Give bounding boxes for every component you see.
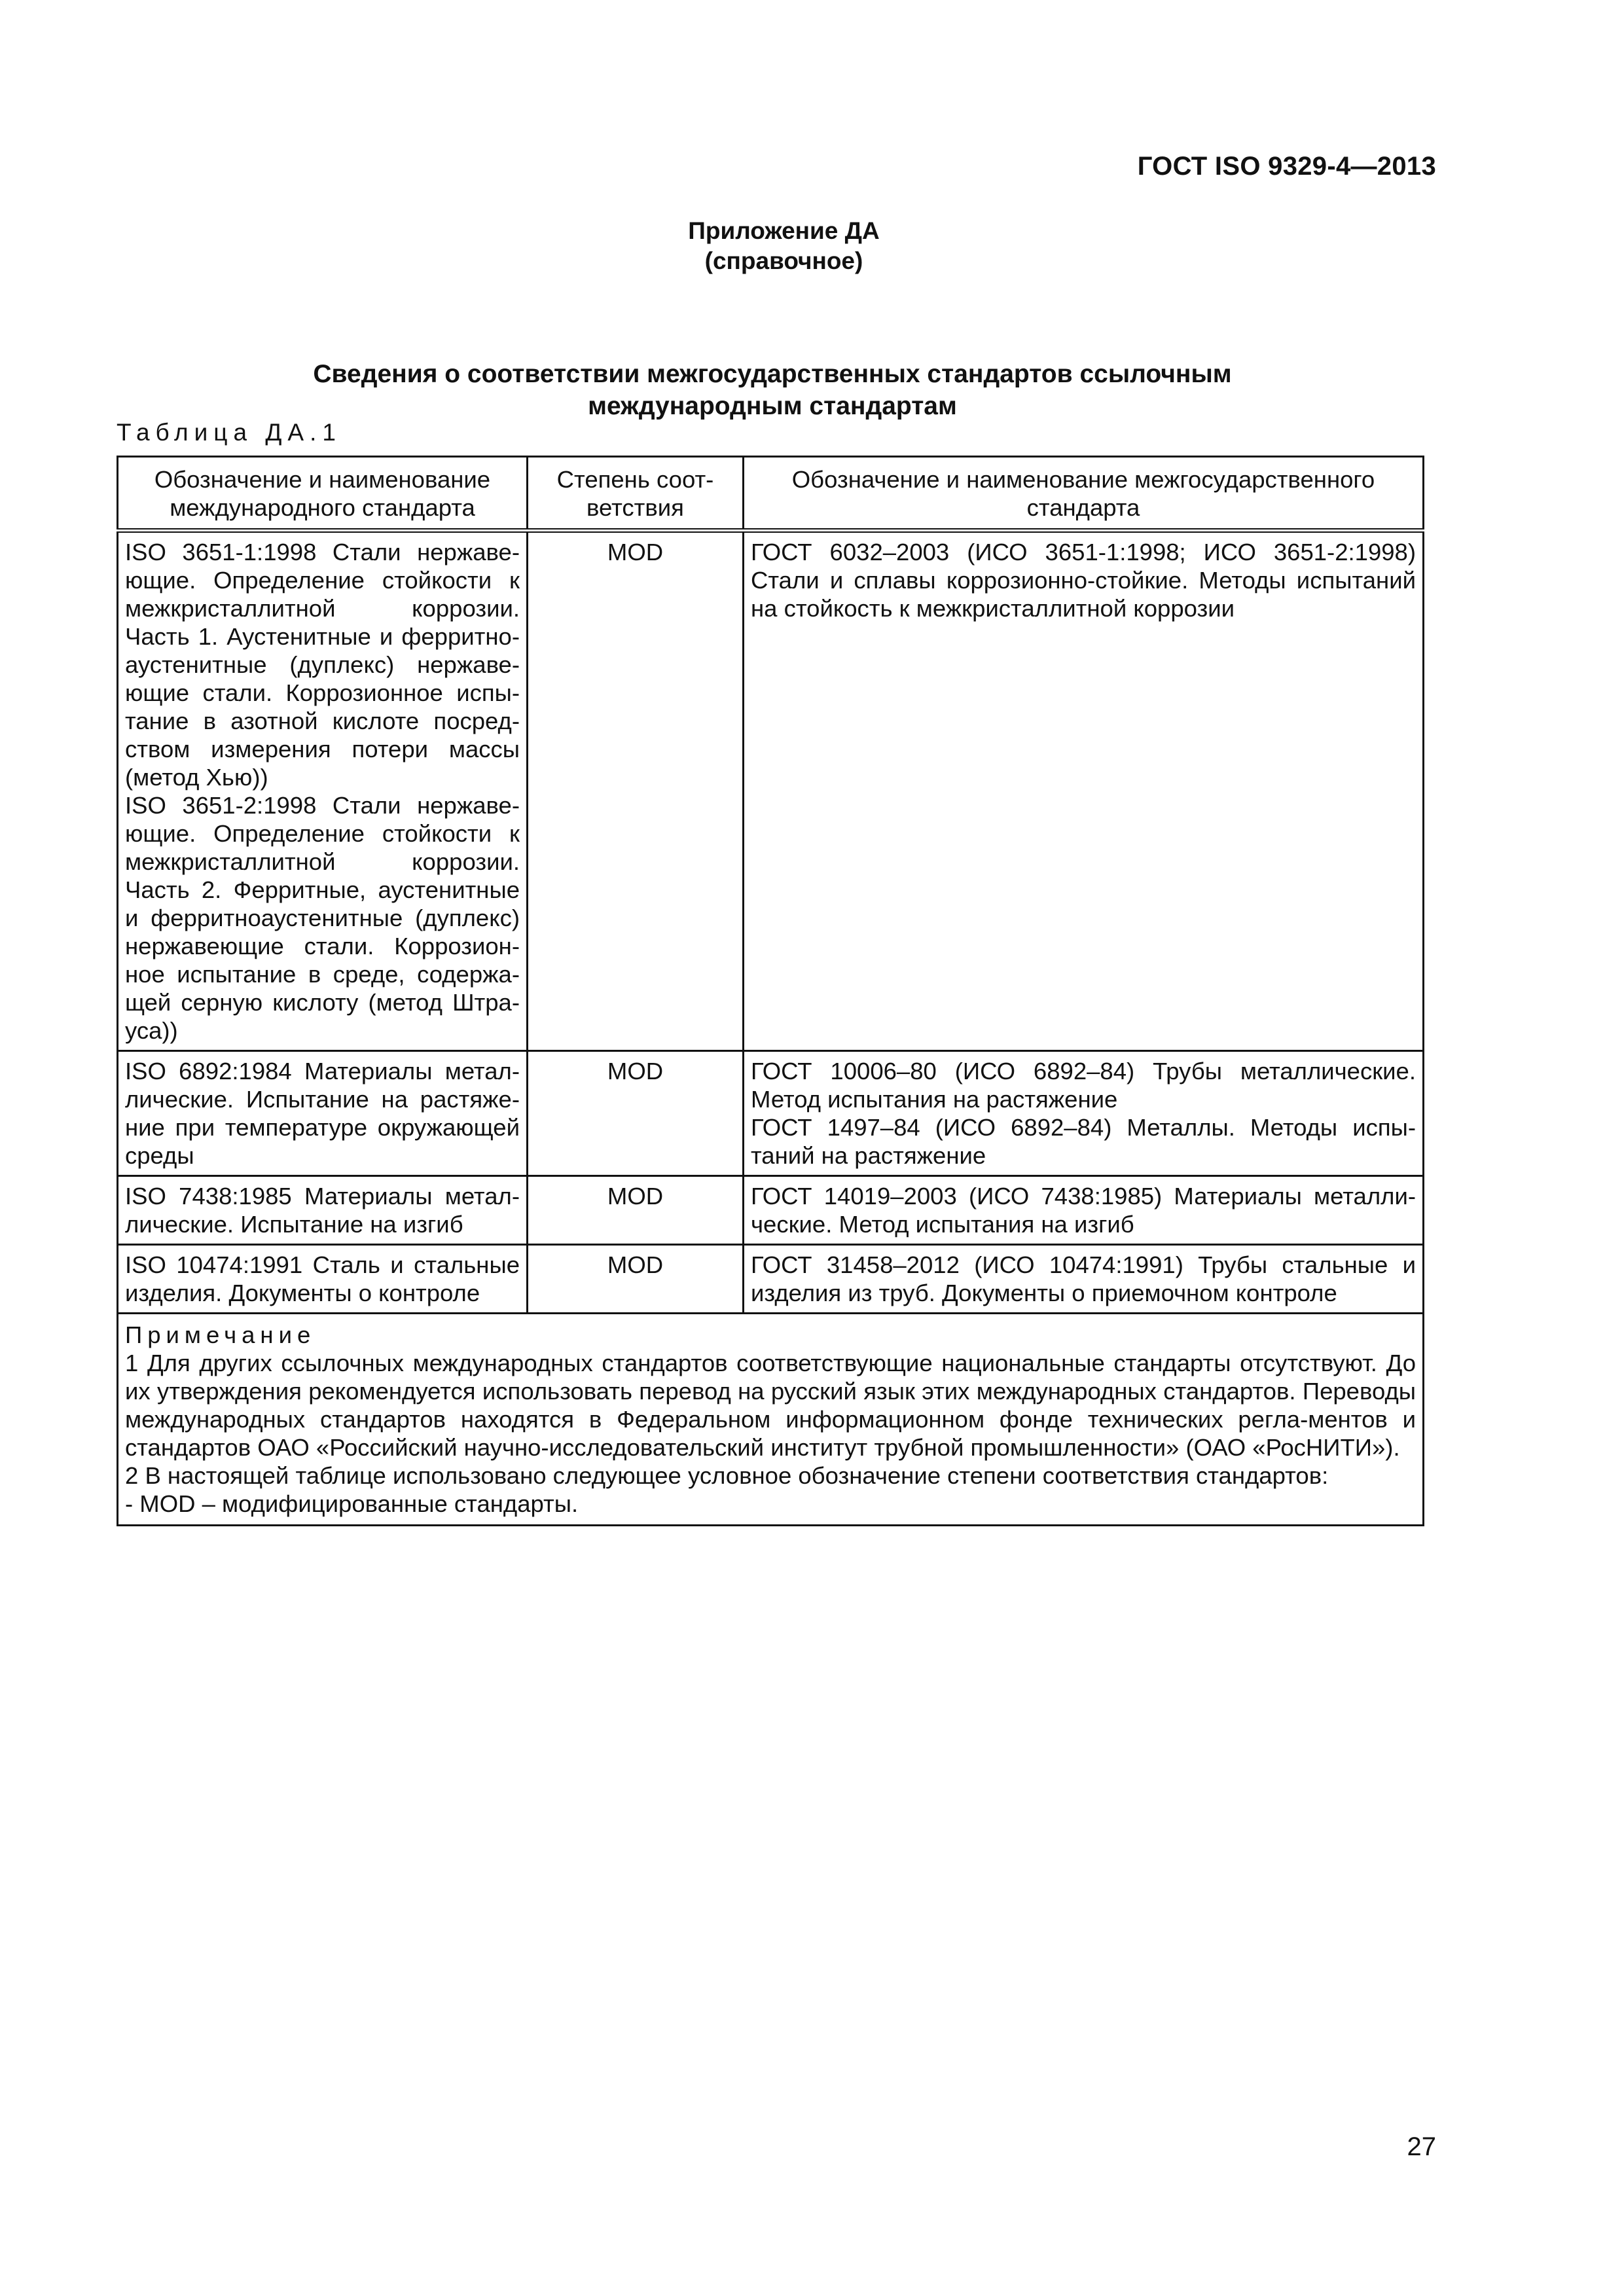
degree-cell: MOD (528, 1245, 744, 1314)
table-row (118, 1051, 1424, 1176)
note-item-3: - MOD – модифицированные стандарты. (125, 1490, 579, 1517)
annex-kind: (справочное) (704, 247, 863, 274)
interstate-standard-text: ГОСТ 1497–84 (ИСО 6892–84) Металлы. Методы испы-таний на растяжение (751, 1114, 1416, 1169)
degree-cell: MOD (528, 531, 744, 1051)
international-standard-text: ISO 10474:1991 Сталь и стальные изделия. Документы о контроле (125, 1251, 520, 1306)
page-number: 27 (1407, 2132, 1436, 2161)
interstate-standard-text: ГОСТ 31458–2012 (ИСО 10474:1991) Трубы стальные и изделия из труб. Документы о приемочном контроле (751, 1251, 1416, 1306)
annex-title: Приложение ДА (688, 217, 880, 244)
header-international-standard: Обозначение и наименование международного стандарта (118, 457, 528, 531)
section-title-line-1: Сведения о соответствии межгосударственных стандартов ссылочным (313, 360, 1232, 388)
interstate-standard-cell (744, 1245, 1424, 1314)
note-heading: Примечание (125, 1321, 316, 1348)
international-standard-cell (118, 1245, 528, 1314)
table-row (118, 531, 1424, 1051)
table-note (118, 1314, 1424, 1526)
section-title (236, 358, 1309, 422)
degree-cell: MOD (528, 1051, 744, 1176)
table-note-row (118, 1314, 1424, 1526)
correspondence-table (117, 456, 1424, 1526)
interstate-standard-cell (744, 531, 1424, 1051)
interstate-standard-cell (744, 1051, 1424, 1176)
table-header-row (118, 457, 1424, 531)
interstate-standard-cell (744, 1176, 1424, 1245)
annex-heading (0, 216, 1568, 276)
interstate-standard-text: ГОСТ 6032–2003 (ИСО 3651-1:1998; ИСО 3651-2:1998) Стали и сплавы коррозионно-стойкие. Методы испытаний на стойкость к межкристаллитной коррозии (751, 539, 1416, 622)
interstate-standard-text: ГОСТ 10006–80 (ИСО 6892–84) Трубы металлические. Метод испытания на растяжение (751, 1058, 1416, 1113)
table-label: Таблица ДА.1 (117, 419, 342, 446)
international-standard-cell (118, 1051, 528, 1176)
correspondence-table-wrapper (117, 456, 1422, 1526)
table-row (118, 1176, 1424, 1245)
header-degree-of-correspondence: Степень соот-ветствия (528, 457, 744, 531)
degree-cell: MOD (528, 1176, 744, 1245)
international-standard-cell (118, 531, 528, 1051)
international-standard-text: ISO 7438:1985 Материалы метал-лические. Испытание на изгиб (125, 1183, 520, 1238)
table-row (118, 1245, 1424, 1314)
international-standard-text: ISO 3651-1:1998 Стали нержаве-ющие. Определение стойкости к межкристаллитной коррозии. Часть 1. Аустенитные и ферритно-аустенитные (дуплекс) нержаве-ющие стали. Коррозионное испы-тание в азотной кислоте посред-ством измерения потери массы (метод Хью)) (125, 539, 520, 791)
header-interstate-standard: Обозначение и наименование межгосударственного стандарта (744, 457, 1424, 531)
interstate-standard-text: ГОСТ 14019–2003 (ИСО 7438:1985) Материалы металли-ческие. Метод испытания на изгиб (751, 1183, 1416, 1238)
international-standard-text: ISO 3651-2:1998 Стали нержаве-ющие. Определение стойкости к межкристаллитной коррозии. Часть 2. Ферритные, аустенитные и ферритноаустенитные (дуплекс) нержавеющие стали. Коррозион-ное испытание в среде, содержа-щей серную кислоту (метод Штра-уса)) (125, 792, 520, 1044)
section-title-line-2: международным стандартам (588, 392, 957, 420)
note-item-1: 1 Для других ссылочных международных стандартов соответствующие национальные стандарты отсутствуют. До их утверждения рекомендуется использовать перевод на русский язык этих международных стандартов. Переводы международных стандартов находятся в Федеральном информационном фонде технических регла-ментов и стандартов ОАО «Российский научно-исследовательский институт трубной промышленности» (ОАО «РосНИТИ»). (125, 1350, 1416, 1461)
document-code: ГОСТ ISO 9329-4—2013 (1137, 152, 1436, 181)
note-item-2: 2 В настоящей таблице использовано следующее условное обозначение степени соответствия стандартов: (125, 1462, 1329, 1489)
international-standard-cell (118, 1176, 528, 1245)
international-standard-text: ISO 6892:1984 Материалы метал-лические. Испытание на растяже-ние при температуре окружающей среды (125, 1058, 520, 1169)
